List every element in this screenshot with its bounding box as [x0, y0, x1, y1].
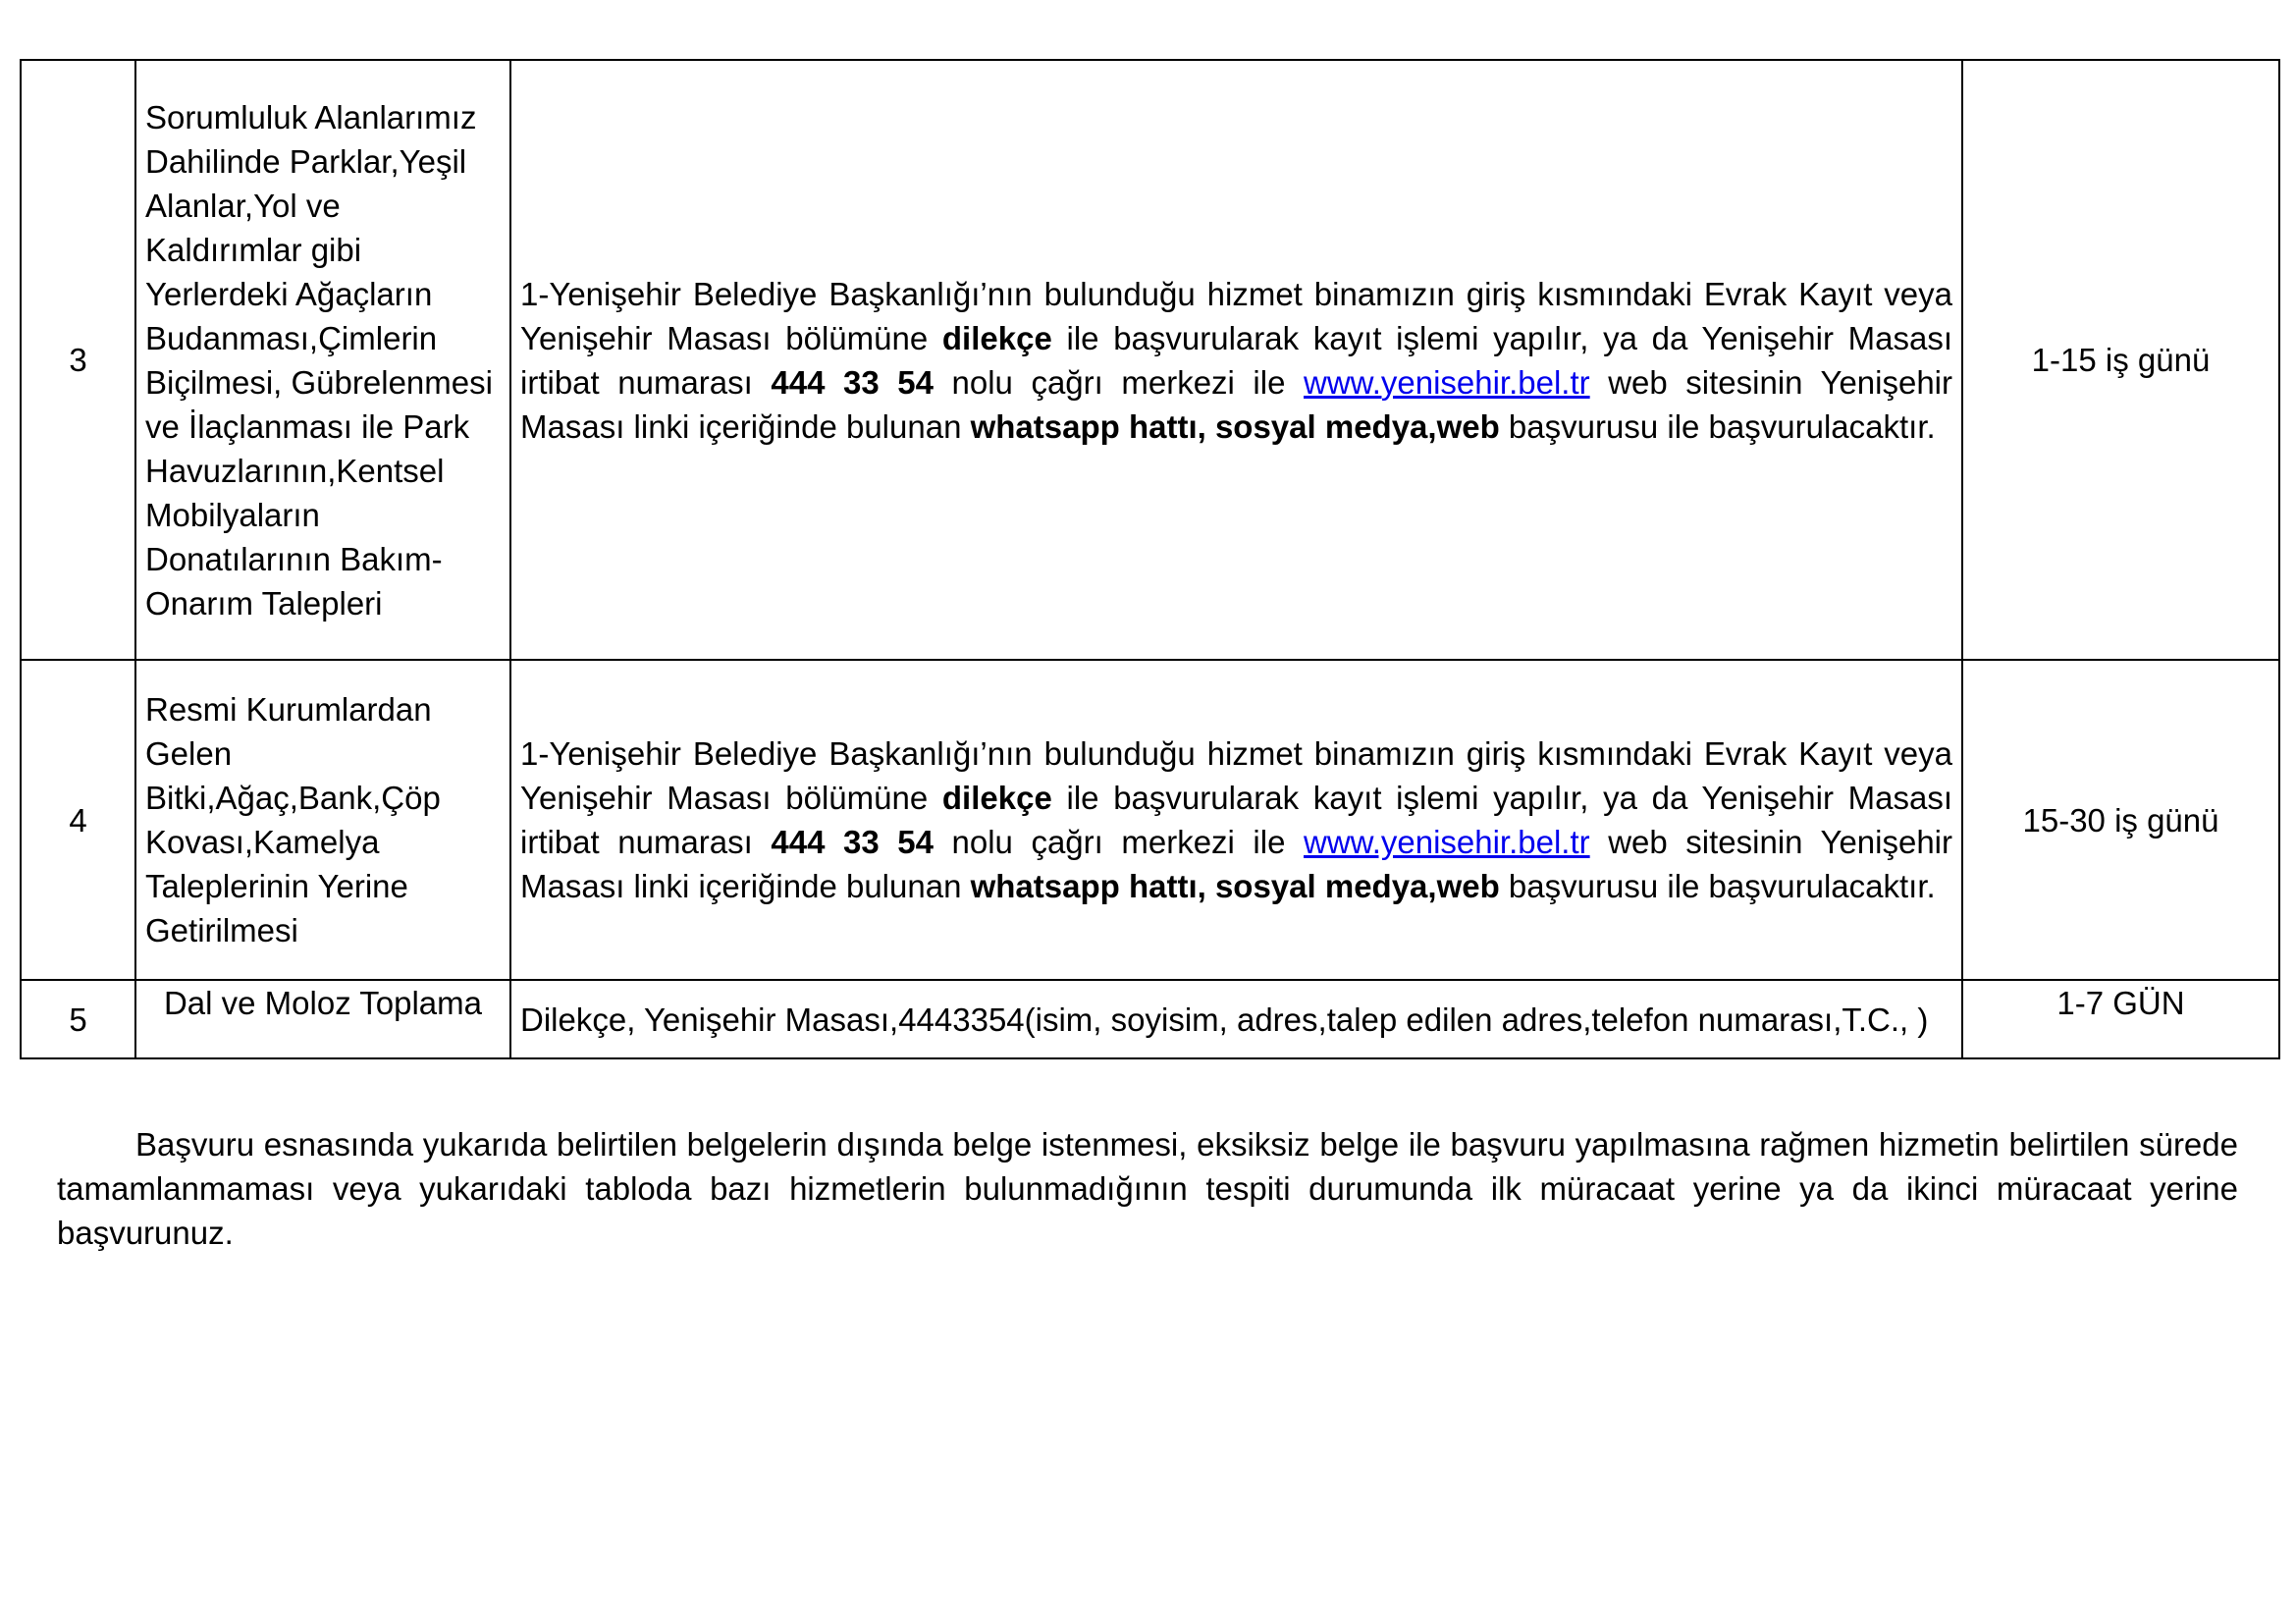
- completion-time: 15-30 iş günü: [1962, 660, 2279, 980]
- phone-number: 444 33 54: [771, 363, 934, 401]
- table-row: [21, 60, 2279, 660]
- table-row: [21, 980, 2279, 1058]
- bold-term: dilekçe: [941, 319, 1052, 356]
- channels-text: whatsapp hattı, sosyal medya,web: [970, 868, 1500, 904]
- service-name: Sorumluluk Alanlarımız Dahilinde Parklar,Yeşil Alanlar,Yol ve Kaldırımlar gibi Yerlerdeki Ağaçların Budanması,Çimlerin Biçilmesi, Gübrelenmesi ve İlaçlanması ile Park Havuzlarının,Kentsel Mobilyaların Donatılarının Bakım-Onarım Talepleri: [135, 60, 510, 660]
- website-link[interactable]: www.yenisehir.bel.tr: [1304, 824, 1590, 860]
- application-method: 1-Yenişehir Belediye Başkanlığı’nın bulunduğu hizmet binamızın giriş kısmındaki Evrak Kayıt veya Yenişehir Masası bölümüne dilekçe ile başvurularak kayıt işlemi yapılır, ya da Yenişehir Masası irtibat numarası 444 33 54 nolu çağrı merkezi ile www.yenisehir.bel.tr web sitesinin Yenişehir Masası linki içeriğinde bulunan whatsapp hattı, sosyal medya,web başvurusu ile başvurulacaktır.: [510, 60, 1962, 660]
- service-standards-table: [20, 59, 2280, 1059]
- row-number: 4: [21, 660, 135, 980]
- phone-number: 444 33 54: [771, 824, 934, 860]
- service-name: Resmi Kurumlardan Gelen Bitki,Ağaç,Bank,Çöp Kovası,Kamelya Taleplerinin Yerine Getirilmesi: [135, 660, 510, 980]
- completion-time: 1-7 GÜN: [1962, 980, 2279, 1058]
- footnote-paragraph: Başvuru esnasında yukarıda belirtilen belgelerin dışında belge istenmesi, eksiksiz belge ile başvuru yapılmasına rağmen hizmetin belirtilen sürede tamamlanmaması veya yukarıdaki tabloda bazı hizmetlerin bulunmadığının tespiti durumunda ilk müracaat yerine ya da ikinci müracaat yerine başvurunuz.: [57, 1126, 2238, 1251]
- row-number: 3: [21, 60, 135, 660]
- service-name: Dal ve Moloz Toplama: [135, 980, 510, 1058]
- channels-text: whatsapp hattı, sosyal medya,web: [970, 407, 1500, 445]
- table-row: [21, 660, 2279, 980]
- website-link[interactable]: www.yenisehir.bel.tr: [1304, 363, 1590, 401]
- completion-time: 1-15 iş günü: [1962, 60, 2279, 660]
- application-method: 1-Yenişehir Belediye Başkanlığı’nın bulunduğu hizmet binamızın giriş kısmındaki Evrak Kayıt veya Yenişehir Masası bölümüne dilekçe ile başvurularak kayıt işlemi yapılır, ya da Yenişehir Masası irtibat numarası 444 33 54 nolu çağrı merkezi ile www.yenisehir.bel.tr web sitesinin Yenişehir Masası linki içeriğinde bulunan whatsapp hattı, sosyal medya,web başvurusu ile başvurulacaktır.: [510, 660, 1962, 980]
- bold-term: dilekçe: [941, 780, 1052, 816]
- application-method: Dilekçe, Yenişehir Masası,4443354(isim, soyisim, adres,talep edilen adres,telefon numarası,T.C., ): [510, 980, 1962, 1058]
- row-number: 5: [21, 980, 135, 1058]
